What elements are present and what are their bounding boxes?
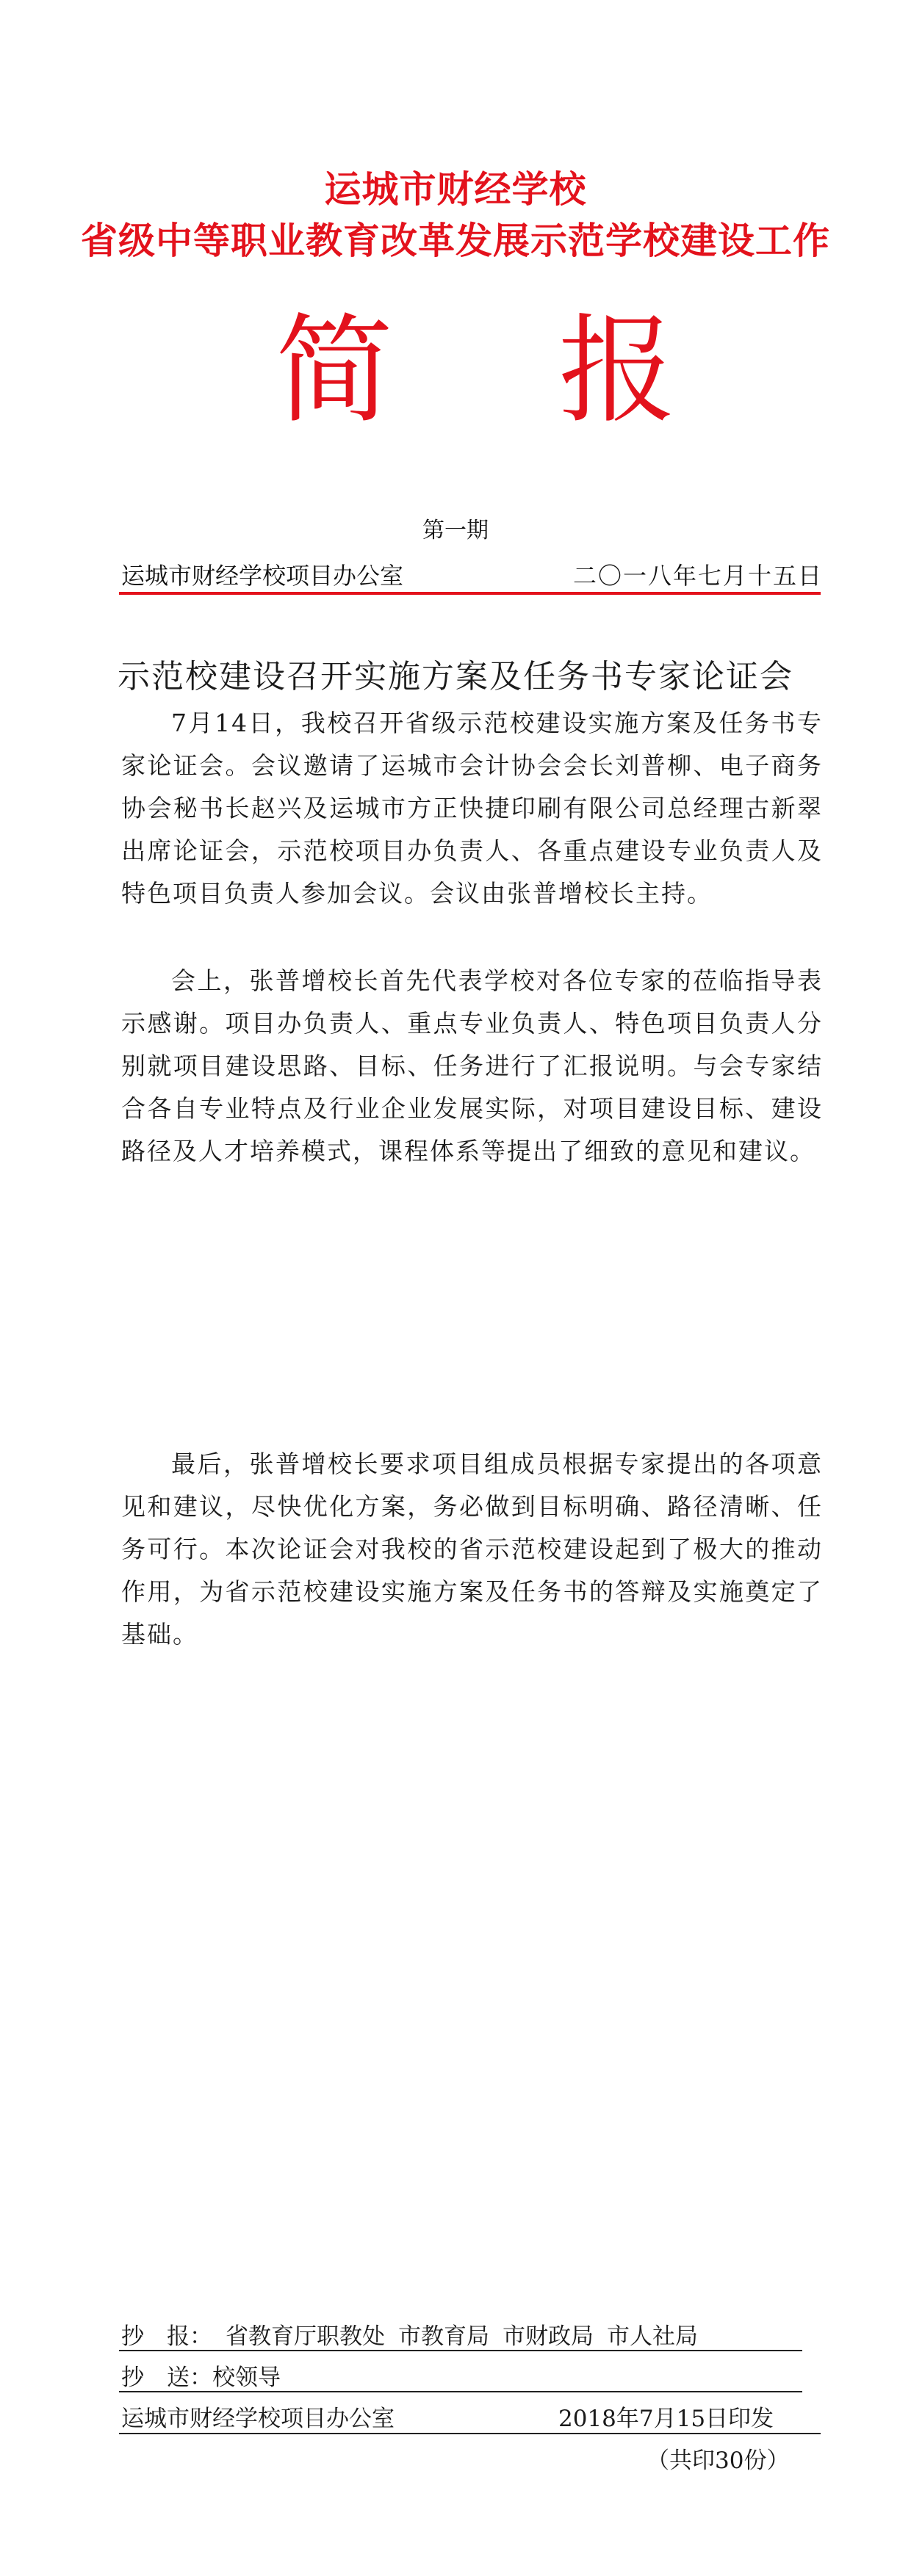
issuing-office: 运城市财经学校项目办公室 (121, 562, 404, 590)
copies-count: （共印30份） (647, 2447, 790, 2474)
red-divider (119, 592, 821, 595)
article-paragraph-2: 会上，张普增校长首先代表学校对各位专家的莅临指导表示感谢。项目办负责人、重点专业负责人、特色项目负责人分别就项目建设思路、目标、任务进行了汇报说明。与会专家结合各自专业特点及行业企业发展实际，对项目建设目标、建设路径及人才培养模式，课程体系等提出了细致的意见和建议。 (121, 966, 823, 1165)
bulletin-title-char2: 报 (558, 302, 677, 439)
footer-rule-3 (119, 2433, 821, 2434)
footer-issuer: 运城市财经学校项目办公室 (121, 2406, 395, 2432)
cc-label: 抄 送： (121, 2365, 212, 2391)
report-recipient: 市教育局 (398, 2323, 489, 2350)
footer-rule-2 (119, 2391, 802, 2392)
article-headline: 示范校建设召开实施方案及任务书专家论证会 (118, 658, 793, 695)
report-recipient: 市财政局 (503, 2323, 594, 2350)
issue-date: 二〇一八年七月十五日 (573, 562, 824, 590)
print-date: 2018年7月15日印发 (558, 2406, 774, 2432)
org-name-line2: 省级中等职业教育改革发展示范学校建设工作 (81, 219, 830, 262)
report-recipient: 省教育厅职教处 (226, 2323, 385, 2350)
org-name-line1: 运城市财经学校 (324, 167, 587, 211)
bulletin-title-char1: 简 (276, 302, 394, 439)
report-to-row (121, 2318, 711, 2351)
cc-recipients: 校领导 (212, 2365, 281, 2391)
article-paragraph-3: 最后，张普增校长要求项目组成员根据专家提出的各项意见和建议，尽快优化方案，务必做到目标明确、路径清晰、任务可行。本次论证会对我校的省示范校建设起到了极大的推动作用，为省示范校建设实施方案及任务书的答辩及实施奠定了基础。 (121, 1450, 823, 1649)
cc-row (121, 2359, 281, 2392)
issue-number: 第一期 (422, 518, 489, 543)
article-paragraph-1: 7月14日，我校召开省级示范校建设实施方案及任务书专家论证会。会议邀请了运城市会计协会会长刘普柳、电子商务协会秘书长赵兴及运城市方正快捷印刷有限公司总经理古新翠出席论证会，示范校项目办负责人、各重点建设专业负责人及特色项目负责人参加会议。会议由张普增校长主持。 (121, 709, 823, 908)
report-recipient: 市人社局 (607, 2323, 698, 2350)
footer-rule-1 (119, 2350, 802, 2351)
report-to-label: 抄 报： (121, 2323, 212, 2350)
